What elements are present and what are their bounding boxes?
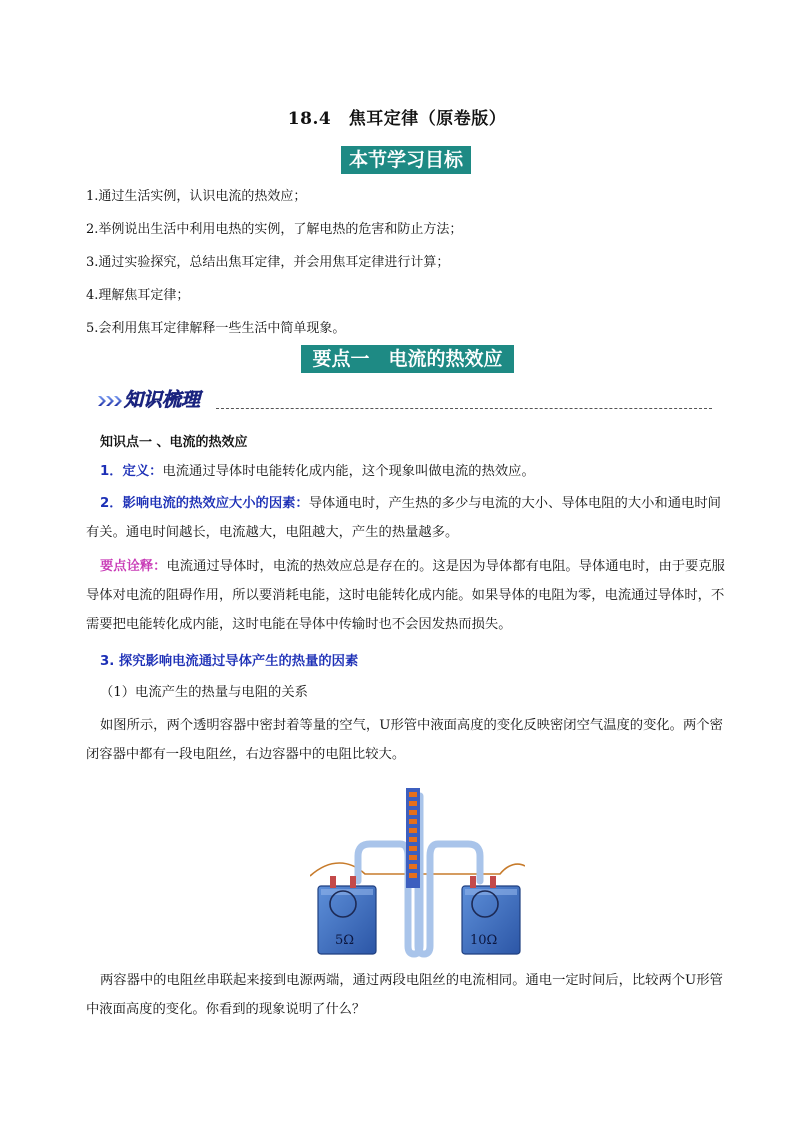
explore-sub-text: （1）电流产生的热量与电阻的关系 bbox=[100, 685, 308, 700]
joule-experiment-figure bbox=[310, 786, 525, 958]
explore-after-text: 两容器中的电阻丝串联起来接到电源两端，通过两段电阻丝的电流相同。通电一定时间后，比较两个U形管中液面高度的变化。你看到的现象说明了什么？ bbox=[86, 973, 723, 1017]
explore-after bbox=[86, 966, 726, 1024]
note-paragraph bbox=[86, 552, 726, 639]
explore-intro-text: 如图所示，两个透明容器中密封着等量的空气，U形管中液面高度的变化反映密闭空气温度的变化。两个密闭容器中都有一段电阻丝，右边容器中的电阻比较大。 bbox=[86, 718, 723, 762]
explore-label: 3. 探究影响电流通过导体产生的热量的因素 bbox=[100, 654, 359, 669]
chevron-arrows-icon bbox=[98, 396, 122, 406]
dashed-divider bbox=[216, 408, 712, 409]
objectives-list bbox=[86, 180, 726, 345]
right-resistor-label: 10Ω bbox=[470, 933, 498, 948]
note-label: 要点诠释： bbox=[100, 559, 167, 574]
document-title: 18.4 焦耳定律（原卷版） bbox=[287, 109, 507, 129]
knowledge-review-logo bbox=[96, 383, 226, 411]
factors-label: 2．影响电流的热效应大小的因素： bbox=[100, 496, 309, 511]
objective-item: 5.会利用焦耳定律解释一些生活中简单现象。 bbox=[86, 321, 346, 336]
factors-paragraph bbox=[86, 489, 726, 547]
right-container bbox=[462, 876, 520, 954]
definition-paragraph bbox=[86, 457, 726, 486]
objective-item: 4.理解焦耳定律； bbox=[86, 288, 190, 303]
definition-label: 1．定义： bbox=[100, 464, 163, 479]
key-point-banner: 要点一 电流的热效应 bbox=[301, 345, 514, 373]
definition-text: 电流通过导体时电能转化成内能，这个现象叫做电流的热效应。 bbox=[162, 464, 535, 479]
scale-ruler bbox=[406, 788, 420, 888]
objective-item: 1.通过生活实例，认识电流的热效应； bbox=[86, 189, 307, 204]
left-container bbox=[318, 876, 376, 954]
section-heading: 知识点一 、电流的热效应 bbox=[100, 435, 248, 450]
explore-subheading bbox=[86, 678, 726, 707]
factors-text: 导体通电时，产生热的多少与电流的大小、导体电阻的大小和通电时间有关。通电时间越长，电流越大，电阻越大，产生的热量越多。 bbox=[86, 496, 721, 540]
logo-text: 知识梳理 bbox=[124, 389, 201, 411]
explore-intro bbox=[86, 711, 726, 769]
left-resistor-label: 5Ω bbox=[335, 933, 355, 948]
note-text: 电流通过导体时，电流的热效应总是存在的。这是因为导体都有电阻。导体通电时，由于要克服导体对电流的阻碍作用，所以要消耗电能，这时电能转化成内能。如果导体的电阻为零，电流通过导体时，不需要把电能转化成内能，这时电能在导体中传输时也不会因发热而损失。 bbox=[86, 559, 725, 632]
explore-heading bbox=[86, 647, 726, 676]
objectives-banner: 本节学习目标 bbox=[341, 146, 471, 174]
objective-item: 2.举例说出生活中利用电热的实例，了解电热的危害和防止方法； bbox=[86, 222, 463, 237]
objective-item: 3.通过实验探究，总结出焦耳定律，并会用焦耳定律进行计算； bbox=[86, 255, 450, 270]
